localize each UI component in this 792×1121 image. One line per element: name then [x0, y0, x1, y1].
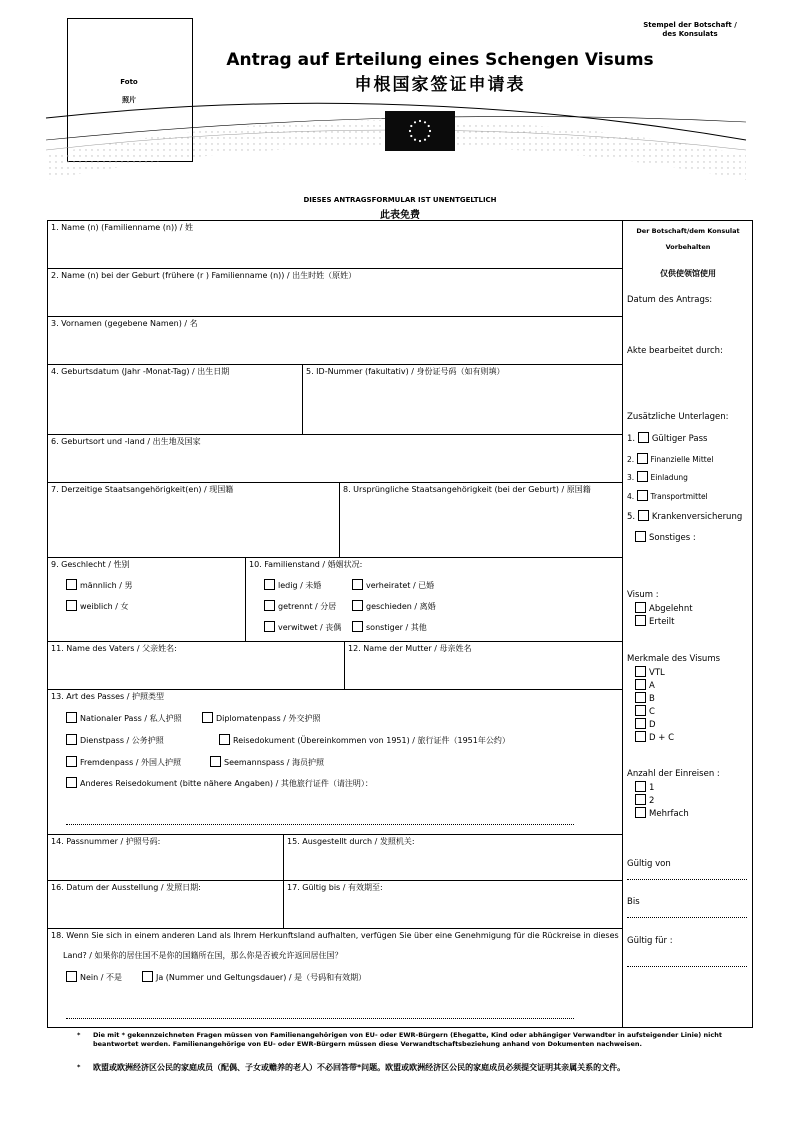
doc-1-checkbox[interactable] — [638, 432, 649, 443]
sex-male-option[interactable]: männlich / 男 — [66, 579, 133, 592]
passport-service-option[interactable]: Dienstpass / 公务护照 — [66, 734, 164, 747]
sex-female-option[interactable]: weiblich / 女 — [66, 600, 128, 613]
field-4-birth-date: 4. Geburtsdatum (Jahr -Monat-Tag) / 出生日期 — [51, 367, 230, 376]
marital-widowed-option[interactable]: verwitwet / 丧偶 — [264, 621, 341, 634]
visa-type-b-checkbox[interactable] — [635, 692, 646, 703]
valid-for-label: Gültig für : — [627, 936, 673, 946]
passport-seaman-option[interactable]: Seemannspass / 海员护照 — [210, 756, 324, 769]
footnote-star-2: * — [77, 1063, 81, 1071]
marital-single-checkbox[interactable] — [264, 579, 275, 590]
valid-from-label: Gültig von — [627, 859, 671, 869]
sidebar-header-1: Der Botschaft/dem Konsulat — [636, 227, 740, 235]
field-8-original-nationality: 8. Ursprüngliche Staatsangehörigkeit (bei der Geburt) / 原国籍 — [343, 485, 591, 494]
doc-other-checkbox[interactable] — [635, 531, 646, 542]
doc-item-1[interactable]: 1. Gültiger Pass — [627, 434, 708, 444]
field-11-father-name: 11. Name des Vaters / 父亲姓名: — [51, 644, 177, 653]
passport-seaman-checkbox[interactable] — [210, 756, 221, 767]
visa-refused-option[interactable]: Abgelehnt — [635, 602, 693, 615]
passport-other-checkbox[interactable] — [66, 777, 77, 788]
return-permit-dotted-line[interactable] — [66, 1018, 574, 1019]
form-title-zh: 申根国家签证申请表 — [354, 75, 526, 95]
marital-other-option[interactable]: sonstiger / 其他 — [352, 621, 427, 634]
field-17-valid-until: 17. Gültig bis / 有效期至: — [287, 883, 383, 892]
footnote-star-1: * — [77, 1031, 81, 1039]
doc-item-4[interactable]: 4. Transportmittel — [627, 492, 708, 501]
field-1-surname: 1. Name (n) (Familienname (n)) / 姓 — [51, 223, 193, 232]
visa-granted-option[interactable]: Erteilt — [635, 615, 674, 628]
entries-2-checkbox[interactable] — [635, 794, 646, 805]
marital-other-checkbox[interactable] — [352, 621, 363, 632]
entries-multiple[interactable]: Mehrfach — [635, 807, 689, 820]
field-6-birth-place: 6. Geburtsort und -land / 出生地及国家 — [51, 437, 201, 446]
passport-diplomatic-checkbox[interactable] — [202, 712, 213, 723]
entries-multiple-checkbox[interactable] — [635, 807, 646, 818]
return-yes-checkbox[interactable] — [142, 971, 153, 982]
field-16-issue-date: 16. Datum der Ausstellung / 发照日期: — [51, 883, 201, 892]
doc-4-checkbox[interactable] — [637, 490, 648, 501]
field-7-current-nationality: 7. Derzeitige Staatsangehörigkeit(en) / 现国籍 — [51, 485, 234, 494]
passport-diplomatic-option[interactable]: Diplomatenpass / 外交护照 — [202, 712, 321, 725]
passport-other-dotted-line[interactable] — [66, 824, 574, 825]
field-13-passport-type: 13. Art des Passes / 护照类型 — [51, 692, 164, 701]
visa-refused-checkbox[interactable] — [635, 602, 646, 613]
valid-to-line[interactable] — [627, 917, 747, 918]
sidebar-header-zh: 仅供使领馆使用 — [660, 269, 716, 278]
footnote-zh: 欧盟或欧洲经济区公民的家庭成员（配偶、子女或赡养的老人）不必回答带*问题。欧盟或欧洲经济区公民的家庭成员必须提交证明其亲属关系的文件。 — [93, 1063, 626, 1072]
field-18-return-permit-zh: Land? / 如果你的居住国不是你的国籍所在国，那么你是否被允许返回居住国？ — [63, 951, 343, 960]
field-5-id-number: 5. ID-Nummer (fakultativ) / 身份证号码（如有则填） — [306, 367, 505, 376]
doc-item-3[interactable]: 3. Einladung — [627, 473, 688, 482]
marital-married-checkbox[interactable] — [352, 579, 363, 590]
passport-national-option[interactable]: Nationaler Pass / 私人护照 — [66, 712, 182, 725]
marital-separated-checkbox[interactable] — [264, 600, 275, 611]
form-title-de: Antrag auf Erteilung eines Schengen Visums — [226, 50, 654, 70]
field-10-marital-status: 10. Familienstand / 婚姻状况: — [249, 560, 363, 569]
sex-male-checkbox[interactable] — [66, 579, 77, 590]
valid-from-line[interactable] — [627, 879, 747, 880]
visa-type-c[interactable]: C — [635, 705, 655, 718]
visa-granted-checkbox[interactable] — [635, 615, 646, 626]
free-form-notice-de: DIESES ANTRAGSFORMULAR IST UNENTGELTLICH — [303, 196, 497, 204]
visa-type-dc-checkbox[interactable] — [635, 731, 646, 742]
field-18-return-permit: 18. Wenn Sie sich in einem anderen Land als Ihrem Herkunftsland aufhalten, verfügen Sie über eine Genehmigung für die Rückreise in dieses — [51, 931, 619, 940]
passport-alien-checkbox[interactable] — [66, 756, 77, 767]
field-2-birth-name: 2. Name (n) bei der Geburt (frühere (r ) Familienname (n)) / 出生时姓（原姓） — [51, 271, 357, 280]
passport-travel-doc-checkbox[interactable] — [219, 734, 230, 745]
visa-type-d-checkbox[interactable] — [635, 718, 646, 729]
embassy-stamp-label: Stempel der Botschaft / des Konsulats — [643, 21, 737, 38]
doc-item-5[interactable]: 5. Krankenversicherung — [627, 512, 743, 522]
passport-other-option[interactable]: Anderes Reisedokument (bitte nähere Angaben) / 其他旅行证件（请注明）： — [66, 777, 373, 790]
passport-travel-doc-option[interactable]: Reisedokument (Übereinkommen von 1951) / 旅行证件（1951年公约） — [219, 734, 510, 747]
visa-type-d[interactable]: D — [635, 718, 656, 731]
visa-type-vtl[interactable]: VTL — [635, 666, 665, 679]
doc-5-checkbox[interactable] — [638, 510, 649, 521]
visa-type-vtl-checkbox[interactable] — [635, 666, 646, 677]
entries-2[interactable]: 2 — [635, 794, 654, 807]
visa-type-a-checkbox[interactable] — [635, 679, 646, 690]
footnote-de: Die mit * gekennzeichneten Fragen müssen von Familienangehörigen von EU- oder EWR-Bürgern (Ehegatte, Kind oder abhängiger Verwandter in aufsteigender Linie) nicht beantwortet werden. Familienangehörige von EU- oder EWR-Bürgern müssen diese Verwandtschaftsbeziehung anhand von Dokumenten nachweisen. — [93, 1031, 722, 1048]
application-date-label: Datum des Antrags: — [627, 295, 713, 305]
visa-features-label: Merkmale des Visums — [627, 654, 721, 664]
visa-label: Visum : — [627, 590, 659, 600]
field-15-issued-by: 15. Ausgestellt durch / 发照机关: — [287, 837, 415, 846]
return-yes-option[interactable]: Ja (Nummer und Geltungsdauer) / 是（号码和有效期） — [142, 971, 366, 984]
marital-divorced-option[interactable]: geschieden / 离婚 — [352, 600, 436, 613]
doc-3-checkbox[interactable] — [637, 471, 648, 482]
photo-label-de: Foto — [120, 78, 138, 86]
sex-female-checkbox[interactable] — [66, 600, 77, 611]
visa-type-dc[interactable]: D + C — [635, 731, 674, 744]
file-processed-label: Akte bearbeitet durch: — [627, 346, 723, 356]
field-14-passport-number: 14. Passnummer / 护照号码: — [51, 837, 161, 846]
visa-type-b[interactable]: B — [635, 692, 655, 705]
additional-docs-label: Zusätzliche Unterlagen: — [627, 412, 729, 422]
free-form-notice-zh: 此表免费 — [380, 210, 420, 221]
sidebar-header-2: Vorbehalten — [665, 243, 711, 251]
visa-type-c-checkbox[interactable] — [635, 705, 646, 716]
marital-married-option[interactable]: verheiratet / 已婚 — [352, 579, 434, 592]
entries-1-checkbox[interactable] — [635, 781, 646, 792]
entries-label: Anzahl der Einreisen : — [627, 769, 720, 779]
passport-service-checkbox[interactable] — [66, 734, 77, 745]
return-no-option[interactable]: Nein / 不是 — [66, 971, 122, 984]
marital-divorced-checkbox[interactable] — [352, 600, 363, 611]
doc-2-checkbox[interactable] — [637, 453, 648, 464]
field-12-mother-name: 12. Name der Mutter / 母亲姓名 — [348, 644, 472, 653]
field-3-first-names: 3. Vornamen (gegebene Namen) / 名 — [51, 319, 198, 328]
field-9-sex: 9. Geschlecht / 性别 — [51, 560, 130, 569]
passport-national-checkbox[interactable] — [66, 712, 77, 723]
marital-widowed-checkbox[interactable] — [264, 621, 275, 632]
visa-type-a[interactable]: A — [635, 679, 655, 692]
eu-flag-icon — [385, 111, 455, 151]
marital-separated-option[interactable]: getrennt / 分居 — [264, 600, 336, 613]
passport-alien-option[interactable]: Fremdenpass / 外国人护照 — [66, 756, 181, 769]
valid-for-line[interactable] — [627, 966, 747, 967]
doc-item-2[interactable]: 2. Finanzielle Mittel — [627, 455, 714, 464]
valid-to-label: Bis — [627, 897, 640, 907]
photo-label-zh: 照片 — [122, 96, 136, 104]
return-no-checkbox[interactable] — [66, 971, 77, 982]
marital-single-option[interactable]: ledig / 未婚 — [264, 579, 321, 592]
doc-item-other[interactable]: Sonstiges : — [635, 531, 696, 544]
entries-1[interactable]: 1 — [635, 781, 654, 794]
